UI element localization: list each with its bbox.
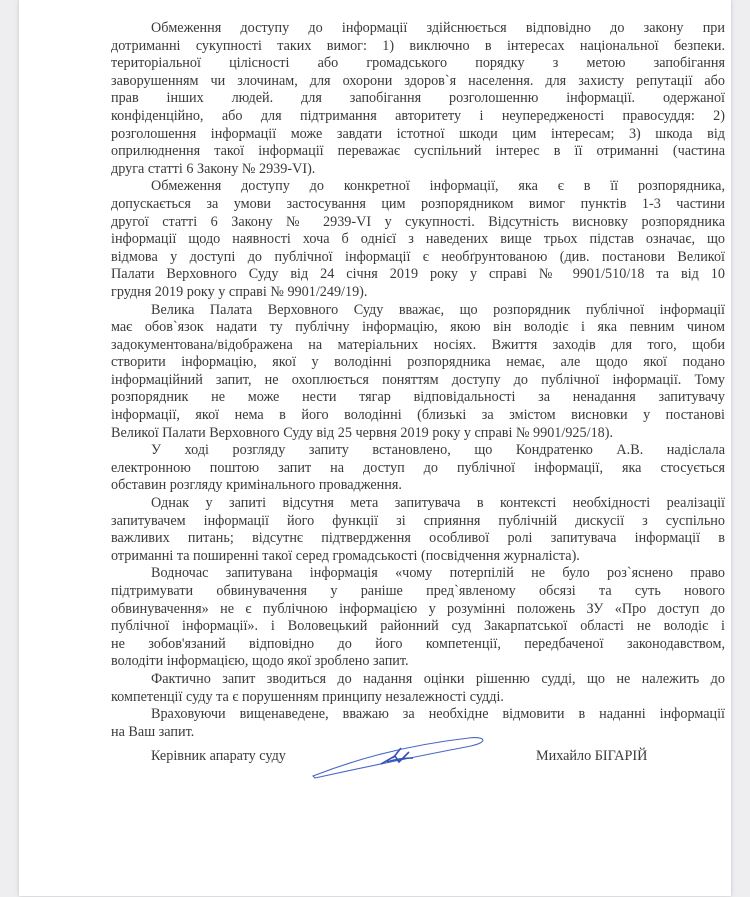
text-line: володіти інформацією, щодо якої зроблено запит. bbox=[111, 653, 409, 670]
text-line: обставин розгляду кримінального провадження. bbox=[111, 477, 402, 494]
signature-block bbox=[19, 748, 750, 788]
text-line: У ході розгляду запиту встановлено, що Кондратенко А.В. надіслала bbox=[151, 442, 725, 459]
text-line: розголошення інформації може завдати істотної шкоди цим інтересам; 3) шкода від bbox=[111, 125, 725, 142]
text-line: отриманні та поширенні такої серед громадськості (посвідчення журналіста). bbox=[111, 547, 580, 564]
paragraph bbox=[111, 178, 725, 301]
signatory-role: Керівник апарату суду bbox=[151, 748, 286, 764]
text-line: має обов`язок надати ту публічну інформацію, якою він володіє і яка певним чином bbox=[111, 319, 725, 336]
text-line: публічної інформації». і Воловецький районний суд Закарпатської області не володіє і bbox=[111, 618, 725, 635]
text-line: територіальної цілісності або громадського порядку з метою запобігання bbox=[111, 55, 725, 72]
handwritten-signature-icon bbox=[309, 732, 489, 782]
paragraph bbox=[111, 671, 725, 706]
document-page bbox=[19, 0, 731, 896]
text-line: інформації, якої нема в його володінні (близькі за змістом висновки у постанові bbox=[111, 407, 725, 424]
paragraph bbox=[111, 302, 725, 443]
text-line: грудня 2019 року у справі № 9901/249/19). bbox=[111, 283, 368, 300]
text-line: Враховуючи вищенаведене, вважаю за необхідне відмовити в наданні інформації bbox=[151, 706, 725, 723]
text-line: створити інформацію, якої у володінні розпорядника немає, але щодо якої подано bbox=[111, 354, 725, 371]
text-line: задокументована/відображена на матеріальних носіях. Вжиття заходів для того, щоби bbox=[111, 336, 725, 353]
signatory-name: Михайло БІГАРІЙ bbox=[536, 748, 648, 764]
text-line: на Ваш запит. bbox=[111, 723, 195, 740]
text-line: підтримувати обвинувачення у раніше пред`явленому обсязі та суть нового bbox=[111, 583, 725, 599]
text-line: відмова у доступі до публічної інформації є необґрунтованою (див. постанови Великої bbox=[111, 248, 725, 265]
text-line: Обмеження доступу до конкретної інформації, яка є в її розпорядника, bbox=[151, 178, 725, 195]
text-line: електронною поштою запит на доступ до публічної інформації, яка стосується bbox=[111, 459, 725, 476]
text-line: важливих питань; відсутнє підтвердження особливої ролі запитувача інформації в bbox=[111, 530, 725, 547]
text-line: розпорядник не може нести тягар відповідальності за ненадання запитувачу bbox=[111, 389, 725, 406]
text-line: запитувачем інформації його функції зі сприяння публічній дискусії з суспільно bbox=[111, 512, 725, 529]
document-body bbox=[111, 20, 725, 741]
text-line: інформаційний запит, не охоплюється поняттям доступу до публічної інформації. Тому bbox=[111, 371, 725, 388]
paragraph bbox=[111, 565, 725, 671]
text-line: Велика Палата Верховного Суду вважає, що розпорядник публічної інформації bbox=[151, 301, 725, 318]
text-line: Великої Палати Верховного Суду від 25 червня 2019 року у справі № 9901/925/18). bbox=[111, 424, 614, 441]
text-line: допускається за умови застосування цим розпорядником вимог пунктів 1-3 частини bbox=[111, 195, 725, 212]
text-line: конфіденційно, або для підтримання авторитету і неупередженості правосуддя: 2) bbox=[111, 107, 725, 124]
text-line: інформації щодо наявності хоча б однієї з наведених вище трьох підстав означає, що bbox=[111, 231, 725, 248]
text-line: Водночас запитувана інформація «чому потерпілій не було роз`яснено право bbox=[151, 565, 725, 582]
text-line: заворушенням чи злочинам, для охорони здоров`я населення. для захисту репутації або bbox=[111, 72, 725, 89]
text-line: не зобов'язаний відповідно до його компетенції, передбаченої законодавством, bbox=[111, 635, 725, 652]
text-line: обвинувачення» не є публічною інформацією у розумінні положень ЗУ «Про доступ до bbox=[111, 600, 725, 617]
text-line: Фактично запит зводиться до надання оцінки рішенню судді, що не належить до bbox=[151, 670, 725, 687]
text-line: оприлюднення такої інформації переважає суспільний інтерес в її отриманні (частина bbox=[111, 143, 725, 160]
text-line: компетенції суду та є порушенням принципу незалежності судді. bbox=[111, 688, 504, 705]
text-line: друга статті 6 Закону № 2939-VI). bbox=[111, 160, 316, 177]
paragraph bbox=[111, 495, 725, 565]
text-line: дотриманні сукупності таких вимог: 1) виключно в інтересах національної безпеки. bbox=[111, 37, 725, 54]
text-line: Однак у запиті відсутня мета запитувача в контексті необхідності реалізації bbox=[151, 495, 725, 512]
paragraph bbox=[111, 20, 725, 178]
paragraph bbox=[111, 442, 725, 495]
text-line: Обмеження доступу до інформації здійснюється відповідно до закону при bbox=[151, 20, 725, 36]
text-line: другої статті 6 Закону № 2939-VI у сукупності. Відсутність висновку розпорядника bbox=[111, 213, 725, 230]
text-line: Палати Верховного Суду від 24 січня 2019 року у справі № 9901/510/18 та від 10 bbox=[111, 266, 725, 283]
text-line: прав інших людей. для запобігання розголошенню інформації. одержаної bbox=[111, 90, 725, 107]
